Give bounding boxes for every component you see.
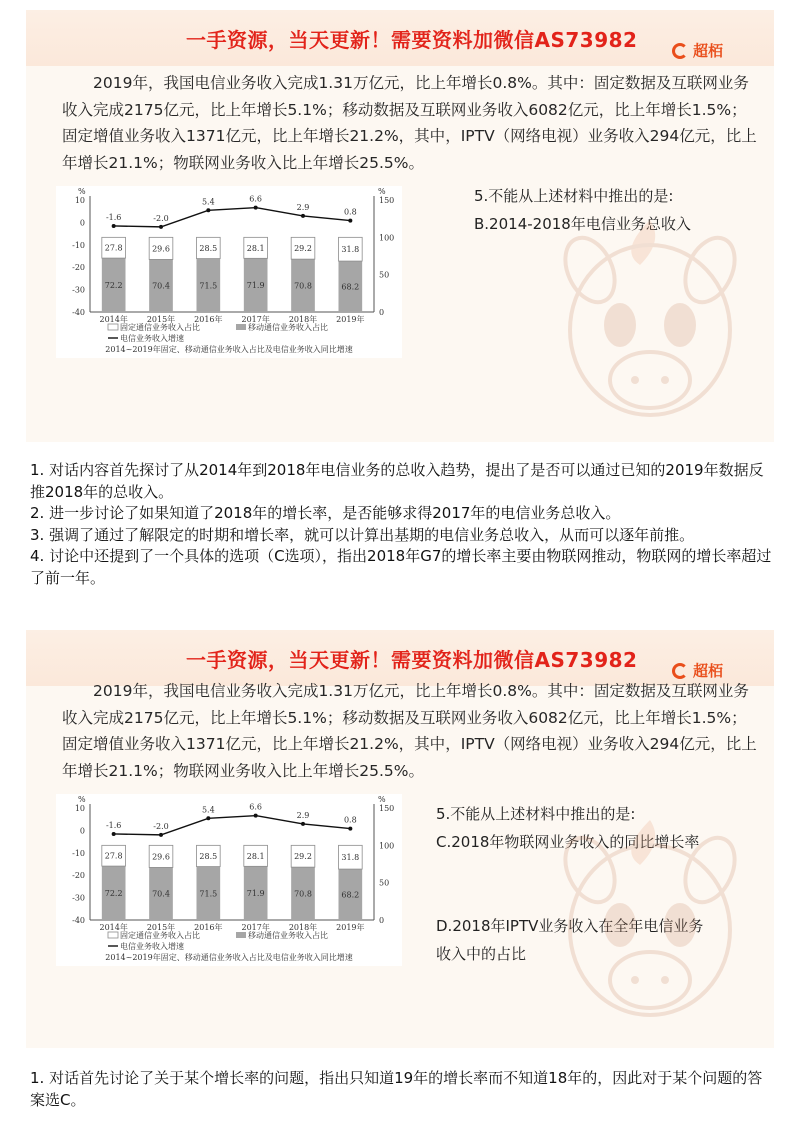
bar-mobile-label: 72.2 [104, 889, 123, 899]
growth-line [114, 208, 351, 227]
right-tick-label: 150 [379, 804, 395, 813]
chart [56, 186, 402, 358]
growth-point [348, 827, 352, 831]
right-axis-unit: % [378, 187, 386, 196]
left-tick-label: -30 [72, 285, 85, 295]
growth-label: -1.6 [105, 212, 122, 222]
chart-container [56, 186, 402, 358]
growth-point [206, 208, 210, 212]
right-tick-label: 0 [379, 916, 385, 925]
growth-point [348, 219, 352, 223]
bar-fixed-label: 29.2 [294, 244, 312, 254]
growth-point [206, 816, 210, 820]
legend-fixed-swatch [108, 324, 118, 330]
growth-point [159, 833, 163, 837]
note-item: 4. 讨论中还提到了一个具体的选项（C选项），指出2018年G7的增长率主要由物联网推动，物联网的增长率超过了前一年。 [30, 547, 772, 587]
bar-mobile-label: 70.4 [152, 281, 170, 291]
legend-fixed-label: 固定通信业务收入占比 [120, 931, 200, 940]
option-d-line: D.2018年IPTV业务收入在全年电信业务 [436, 917, 704, 935]
growth-point [159, 225, 163, 229]
bar-mobile-label: 70.8 [294, 889, 312, 899]
notes-block-1 [30, 460, 775, 589]
x-tick-label: 2014年 [99, 923, 128, 932]
x-tick-label: 2017年 [241, 923, 270, 932]
legend-growth-label: 电信业务收入增速 [120, 942, 184, 951]
bar-fixed-label: 29.6 [152, 244, 170, 254]
left-tick-label: 10 [74, 196, 85, 205]
brand-logo [672, 40, 723, 61]
bar-fixed-label: 27.8 [104, 243, 123, 253]
x-tick-label: 2018年 [288, 923, 318, 932]
growth-label: -2.0 [153, 821, 169, 831]
x-tick-label: 2019年 [336, 315, 365, 324]
left-tick-label: -10 [72, 240, 85, 250]
logo-mark-icon [672, 43, 688, 59]
growth-point [254, 814, 258, 818]
right-tick-label: 0 [379, 308, 385, 317]
bar-mobile-label: 68.2 [341, 282, 360, 292]
legend-fixed-swatch [108, 932, 118, 938]
x-tick-label: 2015年 [146, 923, 176, 932]
right-tick-label: 50 [379, 270, 390, 280]
x-tick-label: 2015年 [146, 315, 176, 324]
right-axis-unit: % [378, 795, 386, 804]
left-tick-label: -40 [72, 308, 85, 317]
logo-text: 超栢 [693, 42, 724, 60]
legend-mobile-swatch [236, 324, 246, 330]
growth-point [112, 832, 116, 836]
x-tick-label: 2016年 [194, 315, 223, 324]
x-tick-label: 2014年 [99, 315, 128, 324]
x-tick-label: 2017年 [241, 315, 270, 324]
left-tick-label: 0 [79, 218, 85, 228]
x-tick-label: 2019年 [336, 923, 365, 932]
right-tick-label: 100 [379, 841, 395, 851]
bar-mobile-label: 71.9 [246, 281, 265, 291]
option-d-line: 收入中的占比 [436, 945, 527, 963]
bar-fixed-label: 28.1 [246, 243, 265, 253]
legend-mobile-label: 移动通信业务收入占比 [248, 931, 328, 940]
question-stem: 5.不能从上述材料中推出的是: [436, 805, 636, 823]
material-card-2 [26, 630, 774, 1048]
growth-label: -2.0 [153, 213, 169, 223]
bar-mobile-label: 70.4 [152, 889, 170, 899]
right-tick-label: 100 [379, 233, 395, 243]
banner-text: 一手资源，当天更新！需要资料加微信AS73982 [186, 648, 638, 672]
growth-point [112, 224, 116, 228]
growth-label: 6.6 [249, 802, 263, 812]
legend-growth-label: 电信业务收入增速 [120, 334, 184, 343]
promo-banner [26, 10, 774, 66]
left-tick-label: -10 [72, 848, 85, 858]
bar-mobile-label: 68.2 [341, 890, 360, 900]
bar-fixed-label: 31.8 [341, 245, 360, 255]
logo-mark-icon [672, 663, 688, 679]
growth-label: 0.8 [343, 815, 357, 825]
note-item: 1. 对话内容首先探讨了从2014年到2018年电信业务的总收入趋势，提出了是否可以通过已知的2019年数据反推2018年的总收入。 [30, 461, 764, 501]
growth-point [301, 822, 305, 826]
x-tick-label: 2016年 [194, 923, 223, 932]
mascot-watermark-icon [530, 210, 770, 440]
bar-mobile-label: 71.5 [199, 889, 218, 899]
bar-fixed-label: 29.2 [294, 852, 312, 862]
mascot-watermark-icon [530, 810, 770, 1040]
legend-mobile-label: 移动通信业务收入占比 [248, 323, 328, 332]
left-tick-label: -20 [72, 871, 85, 881]
x-tick-label: 2018年 [288, 315, 318, 324]
growth-label: -1.6 [105, 820, 122, 830]
bar-mobile-label: 70.8 [294, 281, 312, 291]
growth-line [114, 816, 351, 835]
left-axis-unit: % [78, 187, 86, 196]
note-item: 3. 强调了通过了解限定的时期和增长率，就可以计算出基期的电信业务总收入，从而可以逐年前推。 [30, 525, 695, 544]
bar-fixed-label: 28.5 [199, 243, 218, 253]
chart-title: 2014~2019年固定、移动通信业务收入占比及电信业务收入同比增速 [105, 345, 353, 354]
left-tick-label: 0 [79, 826, 85, 836]
growth-label: 5.4 [201, 805, 215, 815]
left-tick-label: -40 [72, 916, 85, 925]
growth-point [254, 206, 258, 210]
left-axis-unit: % [78, 795, 86, 804]
left-tick-label: -30 [72, 893, 85, 903]
growth-label: 5.4 [201, 197, 215, 207]
right-tick-label: 150 [379, 196, 395, 205]
option-b: B.2014-2018年电信业务总收入 [474, 215, 691, 233]
question-stem: 5.不能从上述材料中推出的是: [474, 187, 674, 205]
bar-mobile-label: 71.5 [199, 281, 218, 291]
material-card-1 [26, 10, 774, 442]
growth-point [301, 214, 305, 218]
bar-mobile-label: 72.2 [104, 281, 123, 291]
bar-fixed-label: 29.6 [152, 852, 170, 862]
growth-label: 6.6 [249, 194, 263, 204]
material-paragraph: 2019年，我国电信业务收入完成1.31万亿元，比上年增长0.8%。其中：固定数据及互联网业务收入完成2175亿元，比上年增长5.1%；移动数据及互联网业务收入6082亿元，比上年增长1.5%；固定增值业务收入1371亿元，比上年增长21.2%，其中，IPTV（网络电视）业务收入294亿元，比上年增长21.1%；物联网业务收入比上年增长25.5%。 [62, 682, 757, 780]
left-tick-label: 10 [74, 804, 85, 813]
banner-text: 一手资源，当天更新！需要资料加微信AS73982 [186, 28, 638, 52]
bar-fixed-label: 27.8 [104, 851, 123, 861]
note-item: 1. 对话首先讨论了关于某个增长率的问题，指出只知道19年的增长率而不知道18年的，因此对于某个问题的答案选C。 [30, 1069, 763, 1109]
left-tick-label: -20 [72, 263, 85, 273]
note-item: 2. 进一步讨论了如果知道了2018年的增长率，是否能够求得2017年的电信业务总收入。 [30, 504, 621, 522]
legend-mobile-swatch [236, 932, 246, 938]
bar-fixed-label: 28.5 [199, 851, 218, 861]
right-tick-label: 50 [379, 878, 390, 888]
growth-label: 0.8 [343, 207, 357, 217]
bar-fixed-label: 31.8 [341, 853, 360, 863]
growth-label: 2.9 [296, 202, 310, 212]
chart-title: 2014~2019年固定、移动通信业务收入占比及电信业务收入同比增速 [105, 953, 353, 962]
chart-container [56, 794, 402, 966]
bar-fixed-label: 28.1 [246, 851, 265, 861]
notes-block-2 [30, 1068, 775, 1111]
logo-text: 超栢 [693, 662, 724, 680]
bar-mobile-label: 71.9 [246, 889, 265, 899]
material-paragraph: 2019年，我国电信业务收入完成1.31万亿元，比上年增长0.8%。其中：固定数据及互联网业务收入完成2175亿元，比上年增长5.1%；移动数据及互联网业务收入6082亿元，比上年增长1.5%；固定增值业务收入1371亿元，比上年增长21.2%，其中，IPTV（网络电视）业务收入294亿元，比上年增长21.1%；物联网业务收入比上年增长25.5%。 [62, 74, 757, 172]
chart [56, 794, 402, 966]
legend-fixed-label: 固定通信业务收入占比 [120, 323, 200, 332]
growth-label: 2.9 [296, 810, 310, 820]
option-c: C.2018年物联网业务收入的同比增长率 [436, 833, 700, 851]
